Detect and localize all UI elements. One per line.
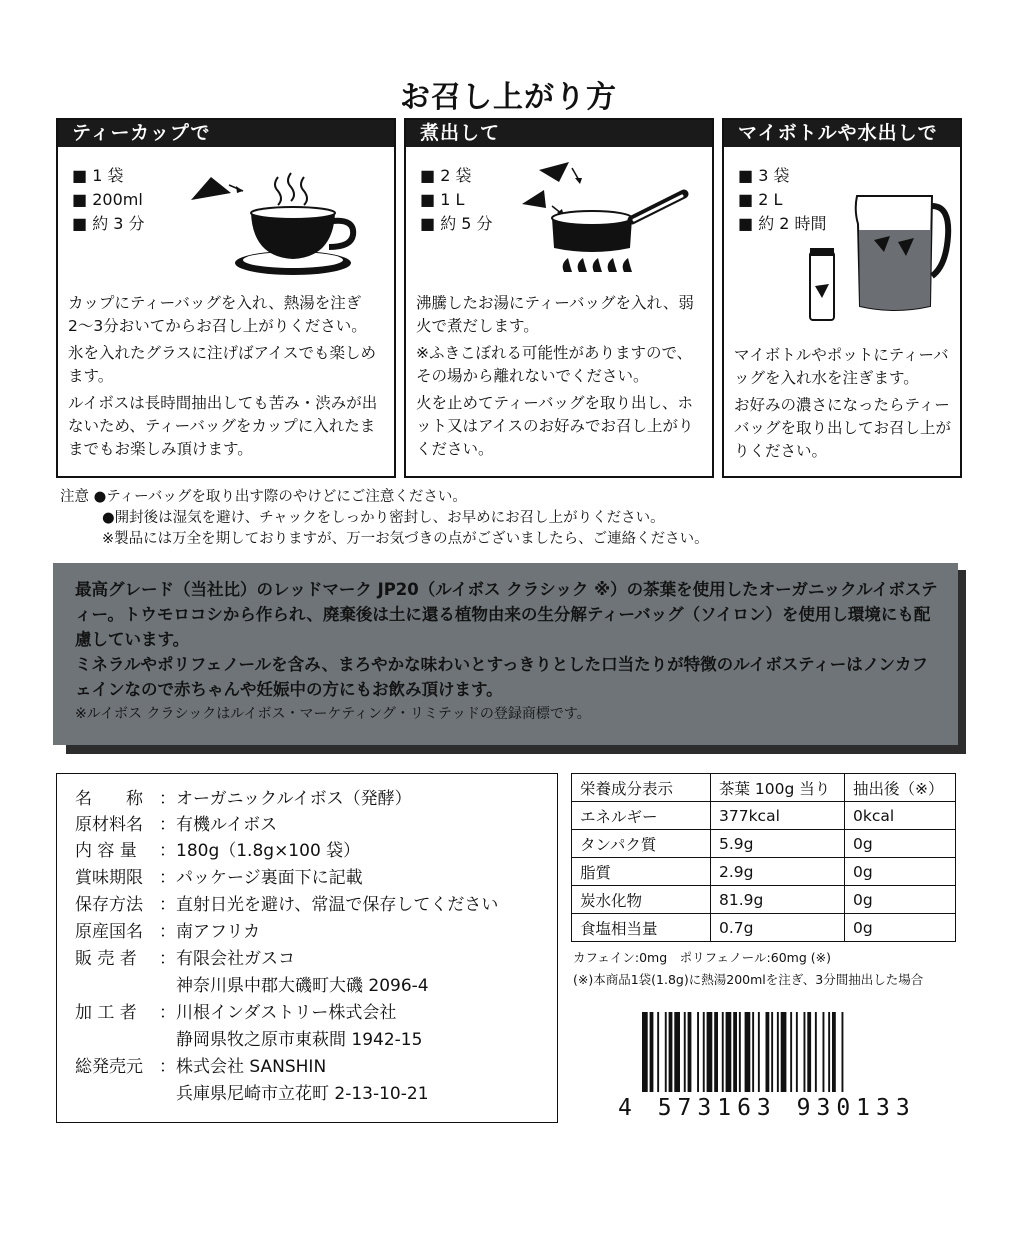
page-title: お召し上がり方	[400, 80, 617, 115]
table-cell: 377kcal	[711, 802, 845, 830]
barcode-number: 4 573163 930133	[618, 1095, 916, 1121]
band-paragraph: 最高グレード（当社比）のレッドマーク JP20（ルイボス クラシック ※）の茶葉を使用したオーガニックルイボスティー。トウモロコシから作られ、廃棄後は土に還る植物由来の生分解ティーバッグ（ソイロン）を使用し環境にも配慮しています。	[75, 580, 938, 649]
table-row	[572, 858, 956, 886]
barcode-bar	[665, 1012, 667, 1092]
spec-value: 180g（1.8g×100 袋）	[176, 841, 361, 861]
barcode-icon	[640, 1012, 900, 1094]
caution-notes	[60, 487, 709, 550]
desc-paragraph: ルイボスは長時間抽出しても苦み・渋みが出ないため、ティーバッグをカップに入れたままでもお楽しみ頂けます。	[68, 394, 378, 458]
product-description-band	[53, 563, 958, 745]
spec-label: 販 売 者	[75, 949, 137, 969]
barcode-bar	[758, 1012, 760, 1092]
spec-value: 静岡県牧之原市東萩間 1942-15	[176, 1030, 423, 1050]
band-trademark: ※ルイボス クラシックはルイボス・マーケティング・リミテッドの登録商標です。	[75, 706, 591, 722]
spec-row	[75, 1027, 422, 1053]
desc-paragraph: カップにティーバッグを入れ、熱湯を注ぎ 2〜3分おいてからお召し上がりください。	[68, 294, 367, 335]
method-description	[68, 292, 386, 465]
band-paragraph	[75, 652, 938, 702]
barcode-bar	[714, 1012, 718, 1092]
barcode-bar	[739, 1012, 741, 1092]
table-header: 茶葉 100g 当り	[711, 774, 845, 802]
method-description	[416, 292, 704, 465]
method-header: 煮出して	[406, 120, 712, 147]
spec-value: オーガニックルイボス（発酵）	[176, 789, 412, 809]
method-header: ティーカップで	[58, 120, 394, 147]
table-cell: 食塩相当量	[572, 914, 711, 942]
barcode-bar	[688, 1012, 692, 1092]
spec-row	[75, 1081, 429, 1107]
barcode-bar	[674, 1012, 680, 1092]
spec-value: パッケージ裏面下に記載	[176, 868, 363, 888]
table-cell: 炭水化物	[572, 886, 711, 914]
spec-value: 株式会社 SANSHIN	[176, 1057, 327, 1077]
desc-paragraph: お好みの濃さになったらティーバッグを取り出してお召し上がりください。	[734, 396, 952, 460]
spec-row	[75, 973, 429, 999]
table-row	[572, 802, 956, 830]
spec-row: 保存方法 ：直射日光を避け、常温で保存してください	[75, 892, 498, 918]
caution-line: 注意 ●ティーバッグを取り出す際のやけどにご注意ください。	[60, 489, 467, 505]
barcode-bar	[669, 1012, 673, 1092]
band-text-emphasis: ノンカフェインなので赤ちゃんや妊娠中の方にもお飲み頂けます。	[75, 655, 929, 699]
desc-paragraph: ※ふきこぼれる可能性がありますので、その場から離れないでください。	[416, 344, 693, 385]
table-header: 抽出後（※）	[845, 774, 956, 802]
barcode-bar	[766, 1012, 770, 1092]
caution-line: ●開封後は湿気を避け、チャックをしっかり密封し、お早めにお召し上がりください。	[102, 510, 665, 526]
caffeine-info: カフェイン:0mg ポリフェノール:60mg (※)	[573, 950, 831, 965]
spec-label: 総発売元	[75, 1057, 143, 1077]
table-header-row	[572, 774, 956, 802]
barcode-bar	[726, 1012, 732, 1092]
spec-value: 川根インダストリー株式会社	[176, 1003, 397, 1023]
saucepan-icon	[514, 160, 704, 275]
table-cell: 0kcal	[845, 802, 956, 830]
desc-paragraph: 氷を入れたグラスに注げばアイスでも楽しめます。	[68, 344, 376, 385]
spec-label: 保存方法	[75, 895, 143, 915]
barcode-bar	[733, 1012, 737, 1092]
barcode-bar	[722, 1012, 724, 1092]
barcode-bar	[823, 1012, 825, 1092]
spec-label: 賞味期限	[75, 868, 143, 888]
barcode-bar	[815, 1012, 817, 1092]
spec-time: ■ 約 3 分	[72, 214, 145, 233]
spec-label: 内 容 量	[75, 841, 137, 861]
barcode-bar	[752, 1012, 754, 1092]
table-row	[572, 914, 956, 942]
band-text: ミネラルやポリフェノールを含み、まろやかな味わいとすっきりとした口当たりが特徴のルイボスティーは	[75, 655, 863, 674]
spec-label: 名 称	[75, 789, 143, 809]
table-cell: 5.9g	[711, 830, 845, 858]
spec-row: 総発売元 ：株式会社 SANSHIN	[75, 1054, 326, 1080]
barcode-bar	[771, 1012, 773, 1092]
method-specs	[420, 164, 493, 236]
table-header: 栄養成分表示	[572, 774, 711, 802]
barcode-bar	[642, 1012, 648, 1092]
spec-label: 原産国名	[75, 922, 143, 942]
desc-paragraph: マイボトルやポットにティーバッグを入れ水を注ぎます。	[734, 346, 949, 387]
method-description	[734, 344, 952, 467]
barcode-bar	[777, 1012, 779, 1092]
method-specs	[72, 164, 145, 236]
spec-value: 直射日光を避け、常温で保存してください	[176, 895, 499, 915]
spec-value: 神奈川県中郡大磯町大磯 2096-4	[176, 976, 429, 996]
table-row	[572, 886, 956, 914]
spec-label: 加 工 者	[75, 1003, 137, 1023]
table-cell: 0g	[845, 830, 956, 858]
desc-paragraph: 火を止めてティーバッグを取り出し、ホット又はアイスのお好みでお召し上がりください。	[416, 394, 694, 458]
spec-value: 有限会社ガスコ	[176, 949, 295, 969]
spec-volume: ■ 200ml	[72, 190, 143, 209]
spec-bags: ■ 1 袋	[72, 166, 124, 185]
barcode-bar	[832, 1012, 836, 1092]
spec-row: 販 売 者 ：有限会社ガスコ	[75, 946, 295, 972]
barcode-bar	[842, 1012, 844, 1092]
barcode-bar	[697, 1012, 699, 1092]
spec-bags: ■ 3 袋	[738, 166, 790, 185]
barcode-bar	[703, 1012, 705, 1092]
spec-value: 兵庫県尼崎市立花町 2-13-10-21	[176, 1084, 429, 1104]
nutrition-table	[571, 773, 956, 942]
barcode-bar	[684, 1012, 686, 1092]
barcode-bar	[707, 1012, 713, 1092]
method-teacup	[56, 118, 396, 478]
spec-row: 原産国名 ：南アフリカ	[75, 919, 260, 945]
barcode-bar	[657, 1012, 659, 1092]
spec-volume: ■ 1 L	[420, 190, 465, 209]
spec-row: 内 容 量 ：180g（1.8g×100 袋）	[75, 838, 360, 864]
barcode-bar	[745, 1012, 751, 1092]
barcode-bar	[790, 1012, 792, 1092]
spec-value: 有機ルイボス	[176, 815, 278, 835]
nutrition-footnote: (※)本商品1袋(1.8g)に熱湯200mlを注ぎ、3分間抽出した場合	[573, 972, 924, 987]
spec-row: 加 工 者 ：川根インダストリー株式会社	[75, 1000, 396, 1026]
method-bottle	[722, 118, 962, 478]
table-cell: エネルギー	[572, 802, 711, 830]
table-cell: 0g	[845, 914, 956, 942]
pitcher-icon	[802, 188, 952, 328]
barcode-bar	[650, 1012, 654, 1092]
table-cell: 2.9g	[711, 858, 845, 886]
barcode-bar	[804, 1012, 806, 1092]
desc-paragraph: 沸騰したお湯にティーバッグを入れ、弱火で煮だします。	[416, 294, 694, 335]
spec-time: ■ 約 2 時間	[738, 214, 827, 233]
barcode-bar	[828, 1012, 830, 1092]
spec-row: 原材料名 ：有機ルイボス	[75, 812, 277, 838]
caution-line: ※製品には万全を期しておりますが、万一お気づきの点がございましたら、ご連絡ください。	[102, 531, 709, 547]
table-cell: 脂質	[572, 858, 711, 886]
barcode-bar	[796, 1012, 798, 1092]
table-cell: 0g	[845, 858, 956, 886]
teacup-icon	[183, 165, 383, 280]
method-header: マイボトルや水出しで	[724, 120, 960, 147]
spec-label: 原材料名	[75, 815, 143, 835]
spec-value: 南アフリカ	[176, 922, 261, 942]
barcode-bar	[807, 1012, 811, 1092]
table-cell: タンパク質	[572, 830, 711, 858]
spec-volume: ■ 2 L	[738, 190, 783, 209]
spec-bags: ■ 2 袋	[420, 166, 472, 185]
product-spec-box	[56, 773, 558, 1123]
table-cell: 81.9g	[711, 886, 845, 914]
table-cell: 0.7g	[711, 914, 845, 942]
table-row	[572, 830, 956, 858]
table-cell: 0g	[845, 886, 956, 914]
method-saucepan	[404, 118, 714, 478]
spec-time: ■ 約 5 分	[420, 214, 493, 233]
spec-row: 賞味期限 ：パッケージ裏面下に記載	[75, 865, 363, 891]
spec-row: 名 称 ：オーガニックルイボス（発酵）	[75, 786, 412, 812]
barcode-bar	[781, 1012, 787, 1092]
